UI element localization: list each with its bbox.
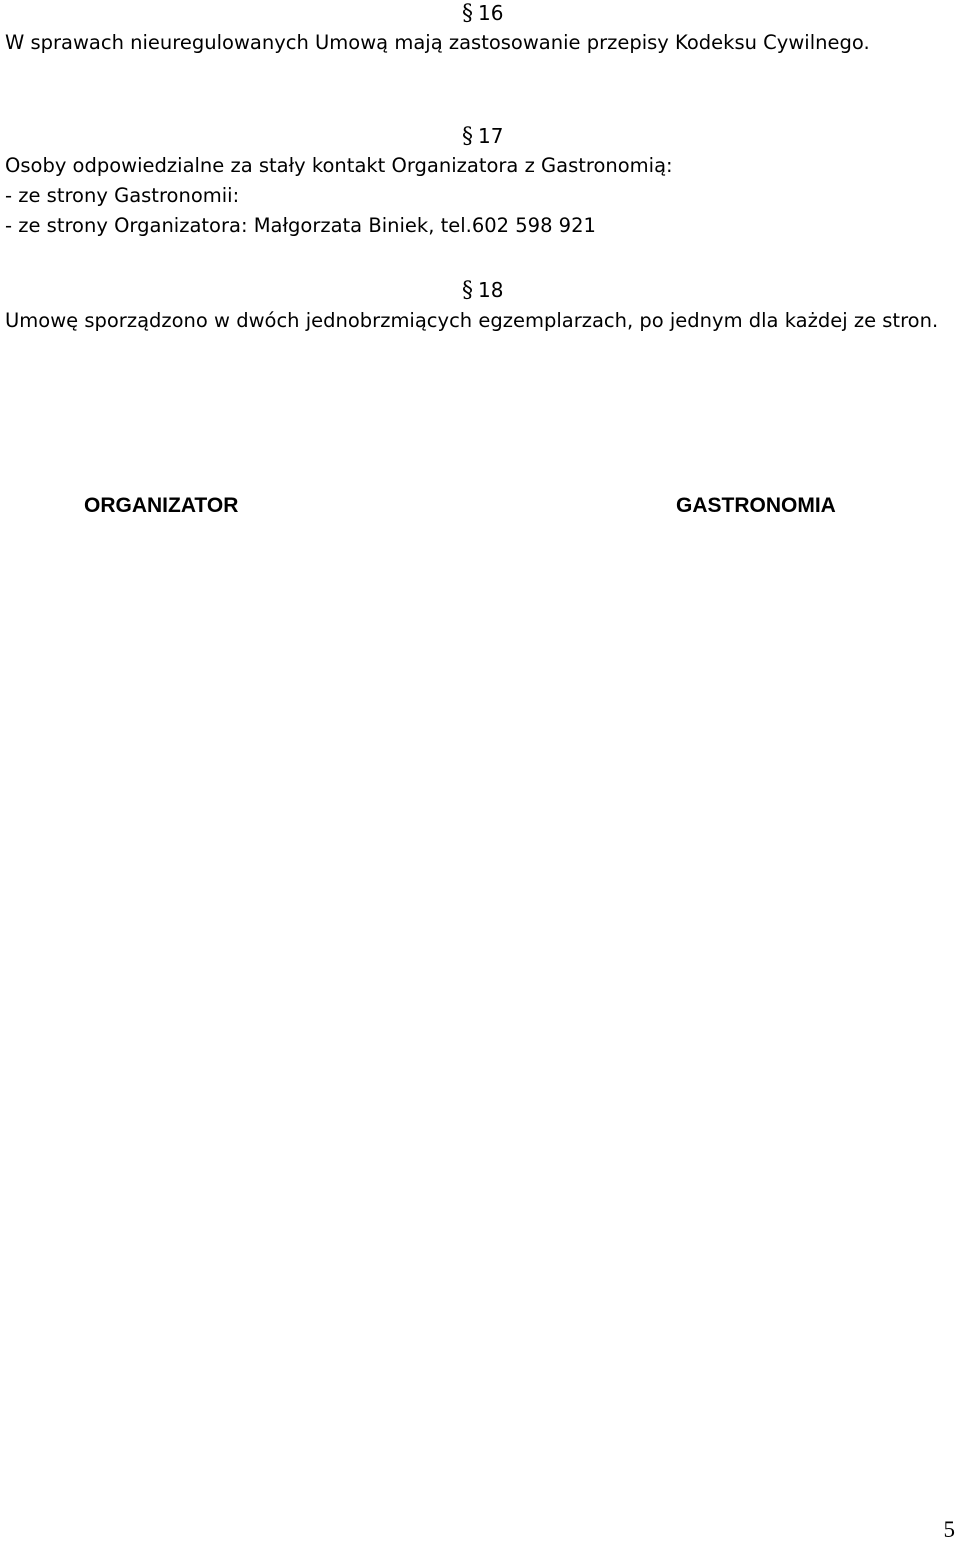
signature-gastronomy: GASTRONOMIA [676,494,836,517]
page-number: 5 [943,1517,955,1542]
section-number: 17 [478,124,504,148]
section-17-line-3: - ze strony Organizatora: Małgorzata Biniek, tel.602 598 921 [5,214,596,237]
signature-organizer: ORGANIZATOR [84,494,239,517]
section-number: 18 [478,278,504,302]
section-sign: § [462,1,473,26]
section-18-paragraph: Umowę sporządzono w dwóch jednobrzmiących egzemplarzach, po jednym dla każdej ze stron. [5,309,939,332]
section-16-text: W sprawach nieuregulowanych Umową mają zastosowanie przepisy Kodeksu Cywilnego. [5,31,870,54]
section-17-line-1: Osoby odpowiedzialne za stały kontakt Organizatora z Gastronomią: [5,154,673,177]
section-sign: § [462,124,473,149]
section-17-line-2: - ze strony Gastronomii: [5,184,240,207]
section-18-heading [462,278,503,303]
section-sign: § [462,278,473,303]
section-17-heading [462,124,503,149]
section-16-heading [462,1,503,26]
section-number: 16 [478,1,504,25]
